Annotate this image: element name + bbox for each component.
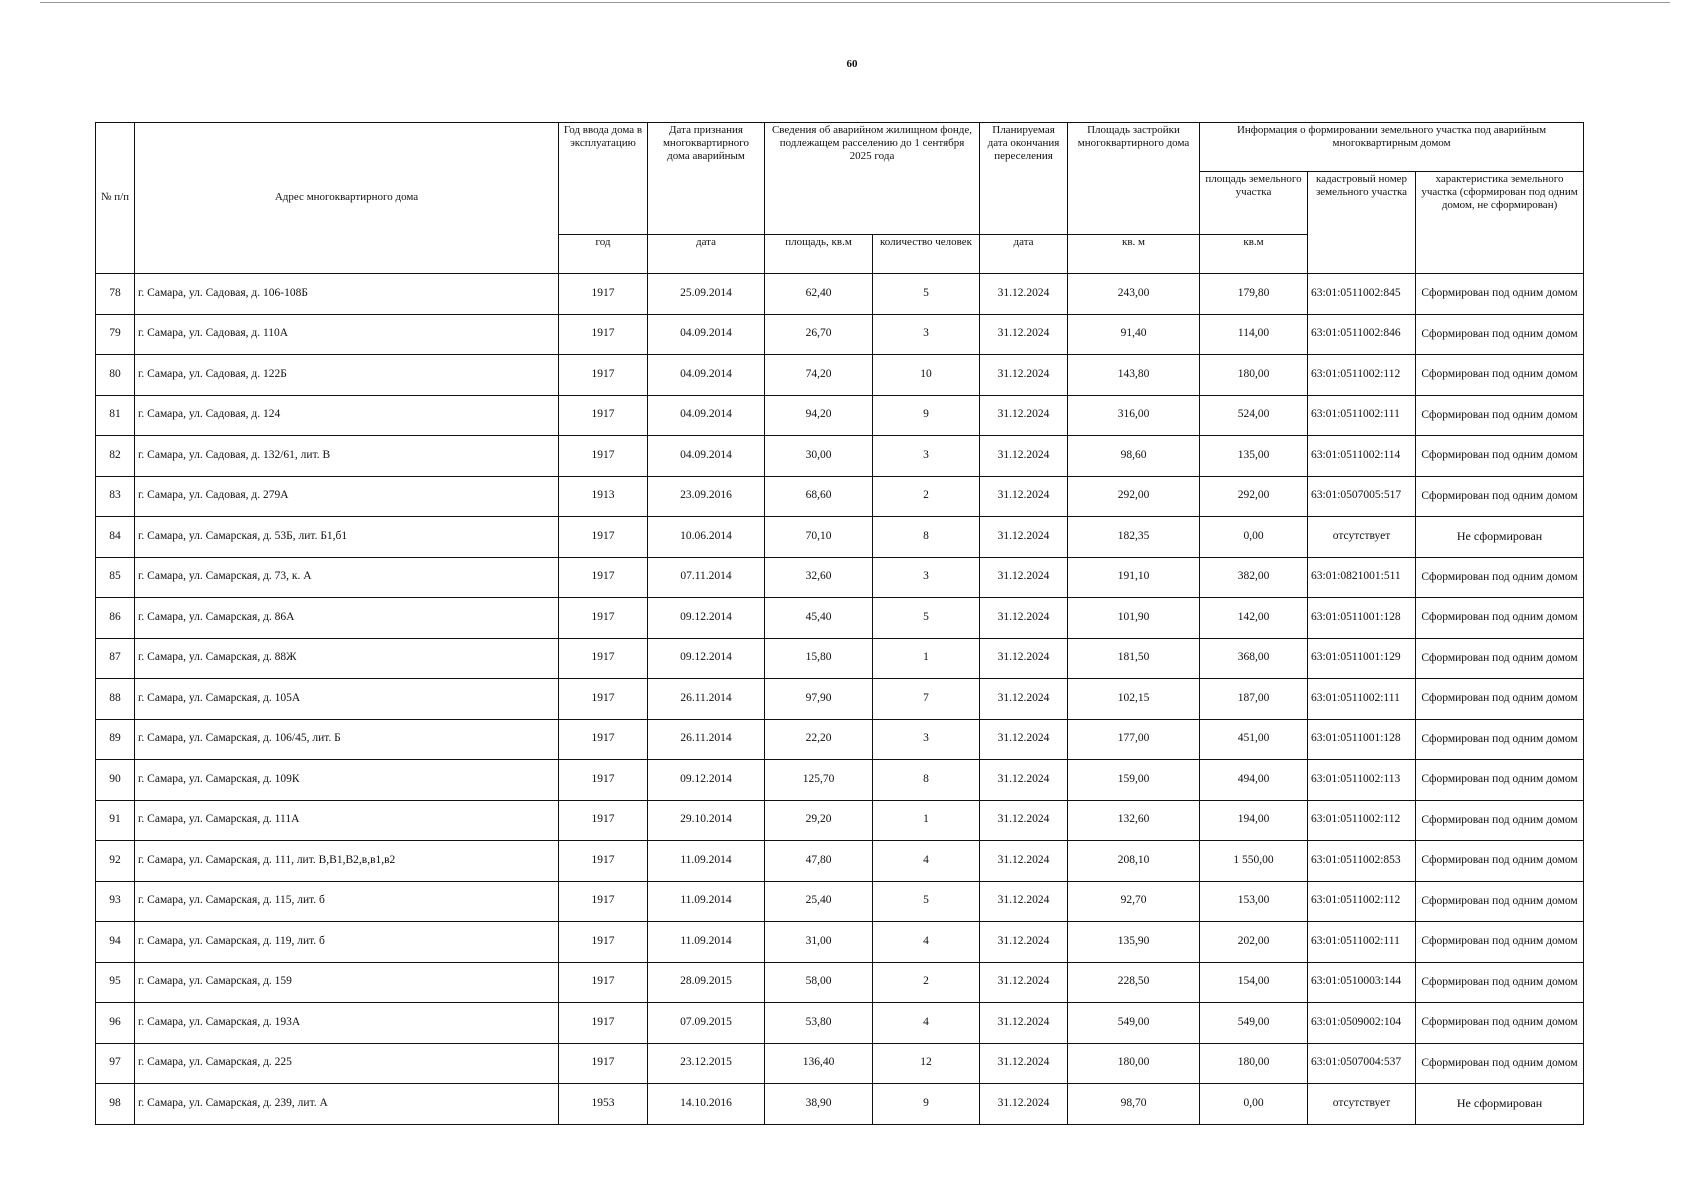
header-year-intro: Год ввода дома в эксплуатацию: [559, 123, 648, 235]
row-number: 96: [96, 1003, 135, 1044]
emergency-date-cell: 04.09.2014: [648, 436, 765, 477]
cadastral-number-cell: 63:01:0511002:111: [1308, 679, 1416, 720]
land-area-cell: 549,00: [1200, 1003, 1308, 1044]
fund-area-cell: 31,00: [765, 922, 873, 963]
land-area-cell: 194,00: [1200, 800, 1308, 841]
build-area-cell: 208,10: [1068, 841, 1200, 882]
row-number: 79: [96, 314, 135, 355]
row-number: 81: [96, 395, 135, 436]
address-cell: г. Самара, ул. Самарская, д. 106/45, лит. Б: [135, 719, 559, 760]
people-count-cell: 10: [873, 355, 980, 396]
row-number: 88: [96, 679, 135, 720]
table-row: [96, 436, 1584, 477]
address-cell: г. Самара, ул. Самарская, д. 86А: [135, 598, 559, 639]
people-count-cell: 5: [873, 881, 980, 922]
build-area-cell: 102,15: [1068, 679, 1200, 720]
planned-date-cell: 31.12.2024: [980, 557, 1068, 598]
build-area-cell: 243,00: [1068, 274, 1200, 315]
address-cell: г. Самара, ул. Самарская, д. 73, к. А: [135, 557, 559, 598]
table-row: [96, 679, 1584, 720]
planned-date-cell: 31.12.2024: [980, 1043, 1068, 1084]
row-number: 80: [96, 355, 135, 396]
table-row: [96, 800, 1584, 841]
land-status-cell: Сформирован под одним домом: [1416, 881, 1584, 922]
cadastral-number-cell: 63:01:0511002:112: [1308, 355, 1416, 396]
planned-date-cell: 31.12.2024: [980, 436, 1068, 477]
cadastral-number-cell: 63:01:0510003:144: [1308, 962, 1416, 1003]
build-area-cell: 228,50: [1068, 962, 1200, 1003]
row-number: 95: [96, 962, 135, 1003]
header-land-char: характеристика земельного участка (сформирован под одним домом, не сформирован): [1416, 172, 1584, 274]
row-number: 78: [96, 274, 135, 315]
land-area-cell: 292,00: [1200, 476, 1308, 517]
people-count-cell: 8: [873, 517, 980, 558]
table-body: [96, 274, 1584, 1125]
address-cell: г. Самара, ул. Самарская, д. 239, лит. А: [135, 1084, 559, 1125]
land-area-cell: 154,00: [1200, 962, 1308, 1003]
unit-date: дата: [648, 235, 765, 274]
fund-area-cell: 15,80: [765, 638, 873, 679]
emergency-date-cell: 09.12.2014: [648, 760, 765, 801]
cadastral-number-cell: 63:01:0511002:111: [1308, 395, 1416, 436]
people-count-cell: 4: [873, 841, 980, 882]
header-address: Адрес многоквартирного дома: [135, 123, 559, 274]
scan-top-rule: [40, 2, 1670, 3]
people-count-cell: 7: [873, 679, 980, 720]
land-status-cell: Сформирован под одним домом: [1416, 922, 1584, 963]
land-area-cell: 451,00: [1200, 719, 1308, 760]
cadastral-number-cell: 63:01:0511002:114: [1308, 436, 1416, 477]
build-area-cell: 292,00: [1068, 476, 1200, 517]
year-cell: 1917: [559, 436, 648, 477]
people-count-cell: 4: [873, 922, 980, 963]
build-area-cell: 91,40: [1068, 314, 1200, 355]
table-row: [96, 395, 1584, 436]
planned-date-cell: 31.12.2024: [980, 355, 1068, 396]
fund-area-cell: 62,40: [765, 274, 873, 315]
emergency-date-cell: 04.09.2014: [648, 395, 765, 436]
table-row: [96, 314, 1584, 355]
year-cell: 1917: [559, 719, 648, 760]
address-cell: г. Самара, ул. Самарская, д. 111, лит. В,В1,В2,в,в1,в2: [135, 841, 559, 882]
land-status-cell: Не сформирован: [1416, 517, 1584, 558]
fund-area-cell: 58,00: [765, 962, 873, 1003]
people-count-cell: 3: [873, 557, 980, 598]
land-status-cell: Сформирован под одним домом: [1416, 962, 1584, 1003]
build-area-cell: 101,90: [1068, 598, 1200, 639]
land-status-cell: Сформирован под одним домом: [1416, 355, 1584, 396]
emergency-date-cell: 10.06.2014: [648, 517, 765, 558]
planned-date-cell: 31.12.2024: [980, 476, 1068, 517]
table-row: [96, 881, 1584, 922]
people-count-cell: 4: [873, 1003, 980, 1044]
fund-area-cell: 68,60: [765, 476, 873, 517]
table-row: [96, 1084, 1584, 1125]
table-row: [96, 517, 1584, 558]
unit-people: количество человек: [873, 235, 980, 274]
address-cell: г. Самара, ул. Садовая, д. 279А: [135, 476, 559, 517]
land-area-cell: 524,00: [1200, 395, 1308, 436]
row-number: 87: [96, 638, 135, 679]
build-area-cell: 182,35: [1068, 517, 1200, 558]
planned-date-cell: 31.12.2024: [980, 598, 1068, 639]
fund-area-cell: 38,90: [765, 1084, 873, 1125]
land-status-cell: Сформирован под одним домом: [1416, 314, 1584, 355]
land-status-cell: Сформирован под одним домом: [1416, 436, 1584, 477]
cadastral-number-cell: 63:01:0507005:517: [1308, 476, 1416, 517]
fund-area-cell: 136,40: [765, 1043, 873, 1084]
unit-area: площадь, кв.м: [765, 235, 873, 274]
header-fund-info: Сведения об аварийном жилищном фонде, подлежащем расселению до 1 сентября 2025 года: [765, 123, 980, 235]
cadastral-number-cell: 63:01:0509002:104: [1308, 1003, 1416, 1044]
land-status-cell: Сформирован под одним домом: [1416, 557, 1584, 598]
table-row: [96, 638, 1584, 679]
table-row: [96, 355, 1584, 396]
table-row: [96, 1003, 1584, 1044]
cadastral-number-cell: 63:01:0511002:845: [1308, 274, 1416, 315]
land-status-cell: Сформирован под одним домом: [1416, 1003, 1584, 1044]
fund-area-cell: 29,20: [765, 800, 873, 841]
cadastral-number-cell: 63:01:0511002:112: [1308, 881, 1416, 922]
address-cell: г. Самара, ул. Садовая, д. 122Б: [135, 355, 559, 396]
table-row: [96, 841, 1584, 882]
cadastral-number-cell: 63:01:0507004:537: [1308, 1043, 1416, 1084]
row-number: 89: [96, 719, 135, 760]
cadastral-number-cell: 63:01:0511002:111: [1308, 922, 1416, 963]
cadastral-number-cell: 63:01:0511002:846: [1308, 314, 1416, 355]
year-cell: 1917: [559, 962, 648, 1003]
address-cell: г. Самара, ул. Самарская, д. 53Б, лит. Б1,б1: [135, 517, 559, 558]
planned-date-cell: 31.12.2024: [980, 881, 1068, 922]
land-area-cell: 179,80: [1200, 274, 1308, 315]
fund-area-cell: 47,80: [765, 841, 873, 882]
table-row: [96, 598, 1584, 639]
year-cell: 1917: [559, 638, 648, 679]
emergency-date-cell: 07.09.2015: [648, 1003, 765, 1044]
people-count-cell: 12: [873, 1043, 980, 1084]
year-cell: 1917: [559, 800, 648, 841]
people-count-cell: 3: [873, 436, 980, 477]
unit-year: год: [559, 235, 648, 274]
fund-area-cell: 26,70: [765, 314, 873, 355]
cadastral-number-cell: 63:01:0511001:129: [1308, 638, 1416, 679]
table-header: [96, 123, 1584, 274]
address-cell: г. Самара, ул. Самарская, д. 159: [135, 962, 559, 1003]
header-build-area: Площадь застройки многоквартирного дома: [1068, 123, 1200, 235]
row-number: 85: [96, 557, 135, 598]
cadastral-number-cell: 63:01:0511001:128: [1308, 598, 1416, 639]
emergency-housing-table: [95, 122, 1584, 1125]
land-area-cell: 114,00: [1200, 314, 1308, 355]
year-cell: 1917: [559, 1043, 648, 1084]
address-cell: г. Самара, ул. Садовая, д. 106-108Б: [135, 274, 559, 315]
table-row: [96, 719, 1584, 760]
cadastral-number-cell: 63:01:0511002:113: [1308, 760, 1416, 801]
emergency-date-cell: 11.09.2014: [648, 881, 765, 922]
people-count-cell: 9: [873, 1084, 980, 1125]
fund-area-cell: 94,20: [765, 395, 873, 436]
fund-area-cell: 53,80: [765, 1003, 873, 1044]
planned-date-cell: 31.12.2024: [980, 922, 1068, 963]
build-area-cell: 92,70: [1068, 881, 1200, 922]
planned-date-cell: 31.12.2024: [980, 1003, 1068, 1044]
emergency-date-cell: 04.09.2014: [648, 314, 765, 355]
build-area-cell: 191,10: [1068, 557, 1200, 598]
land-status-cell: Сформирован под одним домом: [1416, 760, 1584, 801]
planned-date-cell: 31.12.2024: [980, 274, 1068, 315]
address-cell: г. Самара, ул. Садовая, д. 110А: [135, 314, 559, 355]
land-area-cell: 180,00: [1200, 1043, 1308, 1084]
build-area-cell: 135,90: [1068, 922, 1200, 963]
emergency-date-cell: 11.09.2014: [648, 841, 765, 882]
year-cell: 1953: [559, 1084, 648, 1125]
year-cell: 1917: [559, 1003, 648, 1044]
year-cell: 1917: [559, 760, 648, 801]
planned-date-cell: 31.12.2024: [980, 1084, 1068, 1125]
emergency-date-cell: 04.09.2014: [648, 355, 765, 396]
emergency-date-cell: 07.11.2014: [648, 557, 765, 598]
header-land-area: площадь земельного участка: [1200, 172, 1308, 235]
emergency-date-cell: 29.10.2014: [648, 800, 765, 841]
address-cell: г. Самара, ул. Садовая, д. 124: [135, 395, 559, 436]
build-area-cell: 177,00: [1068, 719, 1200, 760]
land-area-cell: 187,00: [1200, 679, 1308, 720]
cadastral-number-cell: 63:01:0511002:112: [1308, 800, 1416, 841]
land-area-cell: 1 550,00: [1200, 841, 1308, 882]
address-cell: г. Самара, ул. Самарская, д. 225: [135, 1043, 559, 1084]
header-land-info: Информация о формировании земельного участка под аварийным многоквартирным домом: [1200, 123, 1584, 172]
planned-date-cell: 31.12.2024: [980, 679, 1068, 720]
planned-date-cell: 31.12.2024: [980, 841, 1068, 882]
year-cell: 1917: [559, 395, 648, 436]
build-area-cell: 159,00: [1068, 760, 1200, 801]
emergency-date-cell: 23.12.2015: [648, 1043, 765, 1084]
cadastral-number-cell: отсутствует: [1308, 517, 1416, 558]
address-cell: г. Самара, ул. Самарская, д. 115, лит. б: [135, 881, 559, 922]
land-status-cell: Сформирован под одним домом: [1416, 274, 1584, 315]
fund-area-cell: 25,40: [765, 881, 873, 922]
emergency-date-cell: 09.12.2014: [648, 598, 765, 639]
emergency-date-cell: 23.09.2016: [648, 476, 765, 517]
land-status-cell: Сформирован под одним домом: [1416, 1043, 1584, 1084]
year-cell: 1917: [559, 679, 648, 720]
address-cell: г. Самара, ул. Самарская, д. 193А: [135, 1003, 559, 1044]
header-cadastral: кадастровый номер земельного участка: [1308, 172, 1416, 274]
table-row: [96, 922, 1584, 963]
land-area-cell: 142,00: [1200, 598, 1308, 639]
build-area-cell: 98,70: [1068, 1084, 1200, 1125]
year-cell: 1917: [559, 881, 648, 922]
people-count-cell: 5: [873, 598, 980, 639]
header-num: № п/п: [96, 123, 135, 274]
year-cell: 1917: [559, 598, 648, 639]
people-count-cell: 3: [873, 719, 980, 760]
row-number: 92: [96, 841, 135, 882]
row-number: 93: [96, 881, 135, 922]
address-cell: г. Самара, ул. Самарская, д. 111А: [135, 800, 559, 841]
fund-area-cell: 45,40: [765, 598, 873, 639]
row-number: 82: [96, 436, 135, 477]
cadastral-number-cell: 63:01:0511002:853: [1308, 841, 1416, 882]
people-count-cell: 9: [873, 395, 980, 436]
header-planned-date: Планируемая дата окончания переселения: [980, 123, 1068, 235]
land-status-cell: Сформирован под одним домом: [1416, 719, 1584, 760]
people-count-cell: 5: [873, 274, 980, 315]
table-row: [96, 760, 1584, 801]
land-status-cell: Сформирован под одним домом: [1416, 476, 1584, 517]
people-count-cell: 2: [873, 962, 980, 1003]
address-cell: г. Самара, ул. Самарская, д. 105А: [135, 679, 559, 720]
people-count-cell: 2: [873, 476, 980, 517]
address-cell: г. Самара, ул. Садовая, д. 132/61, лит. В: [135, 436, 559, 477]
land-area-cell: 0,00: [1200, 517, 1308, 558]
year-cell: 1917: [559, 922, 648, 963]
emergency-date-cell: 14.10.2016: [648, 1084, 765, 1125]
table-row: [96, 557, 1584, 598]
emergency-date-cell: 26.11.2014: [648, 679, 765, 720]
land-status-cell: Сформирован под одним домом: [1416, 841, 1584, 882]
people-count-cell: 3: [873, 314, 980, 355]
address-cell: г. Самара, ул. Самарская, д. 119, лит. б: [135, 922, 559, 963]
unit-build-area: кв. м: [1068, 235, 1200, 274]
header-date-emergency: Дата признания многоквартирного дома аварийным: [648, 123, 765, 235]
fund-area-cell: 30,00: [765, 436, 873, 477]
table-row: [96, 274, 1584, 315]
planned-date-cell: 31.12.2024: [980, 517, 1068, 558]
fund-area-cell: 22,20: [765, 719, 873, 760]
build-area-cell: 316,00: [1068, 395, 1200, 436]
land-status-cell: Сформирован под одним домом: [1416, 800, 1584, 841]
year-cell: 1913: [559, 476, 648, 517]
emergency-date-cell: 28.09.2015: [648, 962, 765, 1003]
row-number: 94: [96, 922, 135, 963]
planned-date-cell: 31.12.2024: [980, 638, 1068, 679]
fund-area-cell: 97,90: [765, 679, 873, 720]
page-number: 60: [846, 58, 858, 70]
land-status-cell: Сформирован под одним домом: [1416, 395, 1584, 436]
emergency-date-cell: 09.12.2014: [648, 638, 765, 679]
land-area-cell: 153,00: [1200, 881, 1308, 922]
people-count-cell: 8: [873, 760, 980, 801]
land-area-cell: 368,00: [1200, 638, 1308, 679]
year-cell: 1917: [559, 355, 648, 396]
planned-date-cell: 31.12.2024: [980, 719, 1068, 760]
row-number: 90: [96, 760, 135, 801]
land-status-cell: Сформирован под одним домом: [1416, 598, 1584, 639]
people-count-cell: 1: [873, 800, 980, 841]
fund-area-cell: 74,20: [765, 355, 873, 396]
fund-area-cell: 32,60: [765, 557, 873, 598]
row-number: 83: [96, 476, 135, 517]
address-cell: г. Самара, ул. Самарская, д. 88Ж: [135, 638, 559, 679]
land-area-cell: 0,00: [1200, 1084, 1308, 1125]
build-area-cell: 180,00: [1068, 1043, 1200, 1084]
year-cell: 1917: [559, 517, 648, 558]
table-row: [96, 1043, 1584, 1084]
planned-date-cell: 31.12.2024: [980, 395, 1068, 436]
emergency-date-cell: 26.11.2014: [648, 719, 765, 760]
row-number: 86: [96, 598, 135, 639]
table-row: [96, 962, 1584, 1003]
land-area-cell: 180,00: [1200, 355, 1308, 396]
year-cell: 1917: [559, 274, 648, 315]
land-status-cell: Сформирован под одним домом: [1416, 679, 1584, 720]
planned-date-cell: 31.12.2024: [980, 760, 1068, 801]
year-cell: 1917: [559, 314, 648, 355]
build-area-cell: 143,80: [1068, 355, 1200, 396]
land-status-cell: Сформирован под одним домом: [1416, 638, 1584, 679]
land-area-cell: 382,00: [1200, 557, 1308, 598]
year-cell: 1917: [559, 557, 648, 598]
fund-area-cell: 70,10: [765, 517, 873, 558]
fund-area-cell: 125,70: [765, 760, 873, 801]
address-cell: г. Самара, ул. Самарская, д. 109К: [135, 760, 559, 801]
row-number: 91: [96, 800, 135, 841]
row-number: 98: [96, 1084, 135, 1125]
unit-planned-date: дата: [980, 235, 1068, 274]
build-area-cell: 549,00: [1068, 1003, 1200, 1044]
emergency-date-cell: 11.09.2014: [648, 922, 765, 963]
row-number: 97: [96, 1043, 135, 1084]
cadastral-number-cell: отсутствует: [1308, 1084, 1416, 1125]
year-cell: 1917: [559, 841, 648, 882]
land-area-cell: 202,00: [1200, 922, 1308, 963]
planned-date-cell: 31.12.2024: [980, 314, 1068, 355]
build-area-cell: 98,60: [1068, 436, 1200, 477]
land-status-cell: Не сформирован: [1416, 1084, 1584, 1125]
land-area-cell: 135,00: [1200, 436, 1308, 477]
land-area-cell: 494,00: [1200, 760, 1308, 801]
people-count-cell: 1: [873, 638, 980, 679]
build-area-cell: 132,60: [1068, 800, 1200, 841]
unit-land-area: кв.м: [1200, 235, 1308, 274]
planned-date-cell: 31.12.2024: [980, 962, 1068, 1003]
row-number: 84: [96, 517, 135, 558]
cadastral-number-cell: 63:01:0511001:128: [1308, 719, 1416, 760]
planned-date-cell: 31.12.2024: [980, 800, 1068, 841]
cadastral-number-cell: 63:01:0821001:511: [1308, 557, 1416, 598]
build-area-cell: 181,50: [1068, 638, 1200, 679]
table-row: [96, 476, 1584, 517]
emergency-date-cell: 25.09.2014: [648, 274, 765, 315]
